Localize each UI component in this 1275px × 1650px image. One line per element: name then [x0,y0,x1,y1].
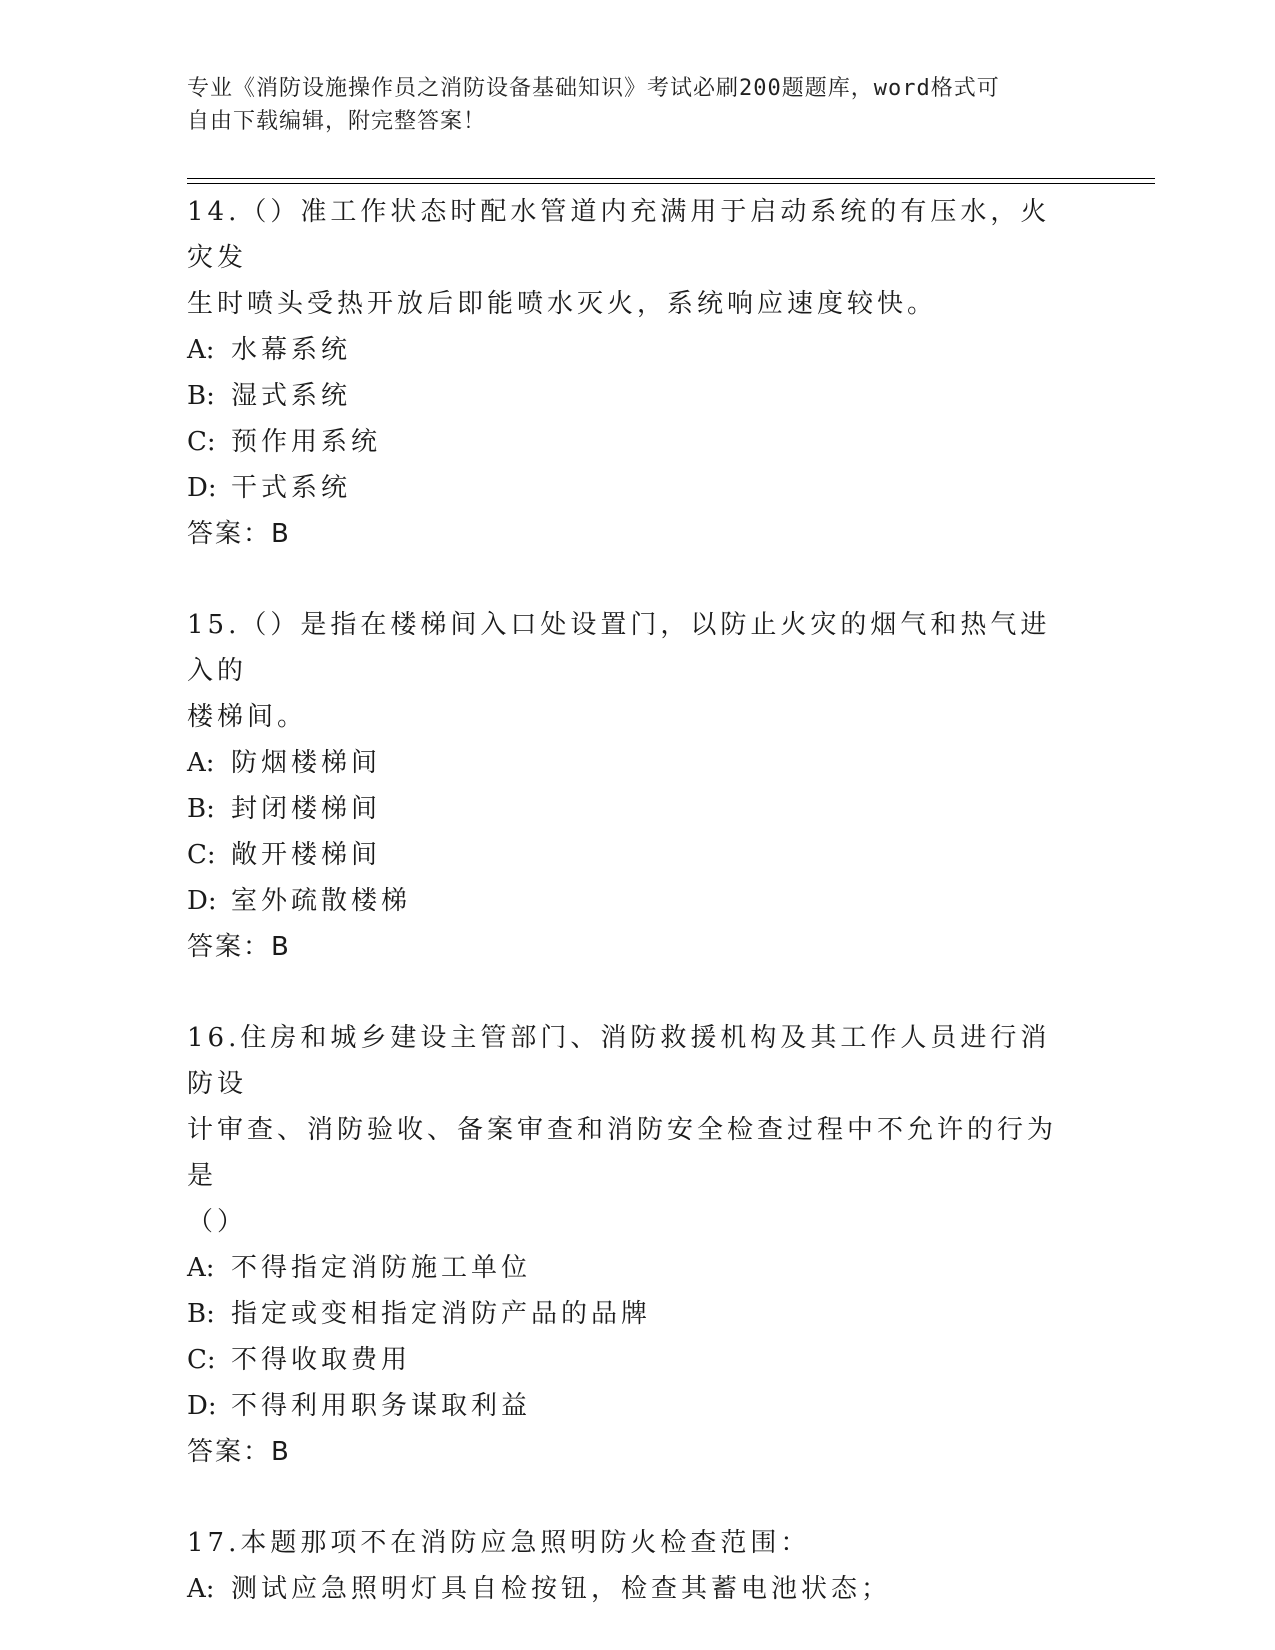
option-text: 不得指定消防施工单位 [231,1253,532,1283]
question-stem-line: 16.住房和城乡建设主管部门、消防救援机构及其工作人员进行消防设 [187,1023,1051,1099]
option-b [187,786,1067,832]
option-letter: A: [187,1253,215,1283]
option-letter: A: [187,748,215,778]
option-letter: A: [187,1574,215,1604]
option-a [187,1566,1067,1612]
question-list [187,189,1067,1612]
option-a [187,740,1067,786]
option-d [187,465,1067,511]
document-header [187,72,1087,138]
question-stem-line: 14.（）准工作状态时配水管道内充满用于启动系统的有压水，火灾发 [187,197,1051,273]
option-c [187,1337,1067,1383]
header-line-2: 自由下载编辑，附完整答案！ [187,109,487,134]
question-stem-line: 15.（）是指在楼梯间入口处设置门，以防止火灾的烟气和热气进入的 [187,610,1051,686]
option-text: 水幕系统 [231,335,352,365]
option-text: 预作用系统 [231,427,382,457]
option-letter: B: [187,381,215,411]
question-stem-line: 楼梯间。 [187,702,308,732]
option-letter: C: [187,427,216,457]
option-a [187,327,1067,373]
answer-line: 答案：B [187,932,291,962]
option-b [187,1291,1067,1337]
question-spacer [187,970,1067,1015]
option-text: 湿式系统 [231,381,352,411]
question-16 [187,1015,1067,1475]
header-divider-top [187,178,1155,179]
answer-line: 答案：B [187,519,291,549]
header-divider-bottom [187,183,1155,184]
option-d [187,1383,1067,1429]
question-spacer [187,557,1067,602]
answer-line: 答案：B [187,1437,291,1467]
option-text: 敞开楼梯间 [231,840,382,870]
option-text: 干式系统 [231,473,352,503]
option-b [187,373,1067,419]
option-text: 封闭楼梯间 [231,794,382,824]
option-text: 指定或变相指定消防产品的品牌 [231,1299,652,1329]
option-d [187,878,1067,924]
option-text: 不得利用职务谋取利益 [231,1391,532,1421]
question-stem-line: 生时喷头受热开放后即能喷水灭火，系统响应速度较快。 [187,289,938,319]
question-spacer [187,1475,1067,1520]
option-text: 防烟楼梯间 [231,748,382,778]
option-letter: D: [187,886,217,916]
question-17 [187,1520,1067,1612]
option-c [187,419,1067,465]
question-stem-line: 17.本题那项不在消防应急照明防火检查范围： [187,1528,811,1558]
option-letter: D: [187,473,217,503]
question-stem-line: 计审查、消防验收、备案审查和消防安全检查过程中不允许的行为是 [187,1115,1058,1191]
option-text: 测试应急照明灯具自检按钮，检查其蓄电池状态； [231,1574,892,1604]
header-line-1: 专业《消防设施操作员之消防设备基础知识》考试必刷200题题库，word格式可 [187,76,1000,101]
option-text: 不得收取费用 [231,1345,412,1375]
question-14 [187,189,1067,557]
option-letter: A: [187,335,215,365]
option-letter: B: [187,794,215,824]
question-15 [187,602,1067,970]
option-letter: B: [187,1299,215,1329]
option-letter: C: [187,840,216,870]
option-c [187,832,1067,878]
question-stem-line: （） [187,1207,248,1237]
option-letter: C: [187,1345,216,1375]
option-a [187,1245,1067,1291]
option-text: 室外疏散楼梯 [231,886,412,916]
option-letter: D: [187,1391,217,1421]
